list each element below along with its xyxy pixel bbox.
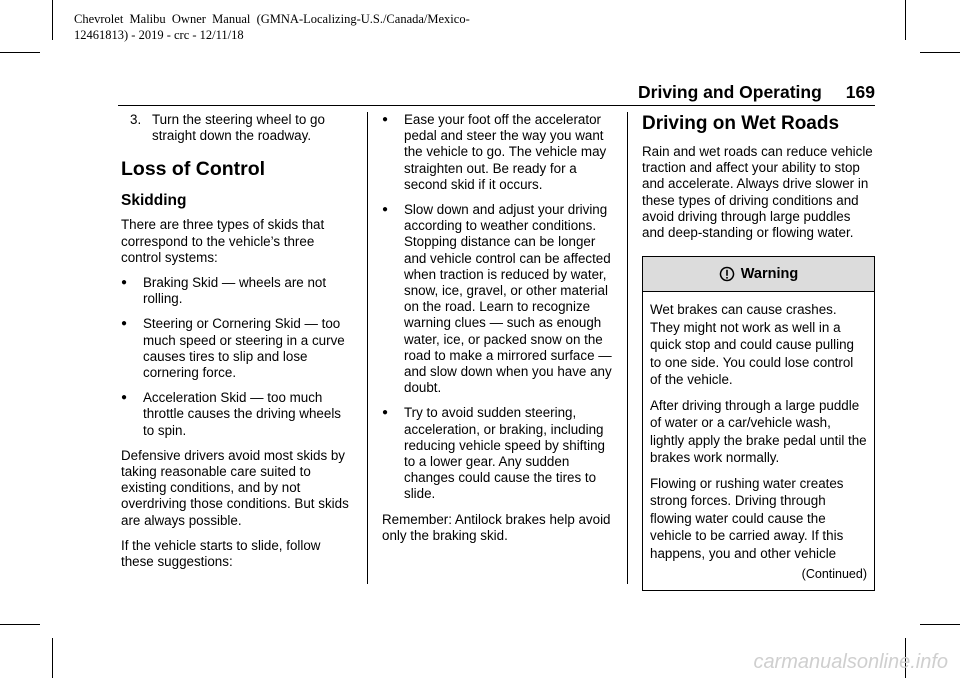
paragraph: Rain and wet roads can reduce vehicle traction and affect your ability to stop and accelerate. Always drive slower in these types of driving conditions and avoid driving through large puddles and deep-standing or flowing water.: [642, 144, 873, 241]
heading-driving-on-wet-roads: Driving on Wet Roads: [642, 113, 840, 134]
list-item: [121, 390, 353, 439]
crop-mark: [0, 624, 40, 625]
crop-mark: [52, 638, 53, 678]
warning-box: [642, 256, 875, 591]
step-number: 3.: [130, 112, 142, 127]
heading-skidding: Skidding: [121, 192, 187, 210]
list-item-text: Steering or Cornering Skid — too much speed or steering in a curve causes tires to slip and lose cornering force.: [143, 316, 345, 381]
bullet-icon: ●: [382, 114, 389, 125]
bullet-icon: ●: [121, 392, 128, 404]
warning-paragraph: Flowing or rushing water creates strong forces. Driving through flowing water could cause the vehicle to be carried away. If this happens, you and other vehicle: [650, 475, 844, 561]
column-divider: [367, 112, 368, 584]
bullet-icon: ●: [121, 318, 128, 330]
continued-label: (Continued): [801, 567, 867, 582]
section-title: Driving and Operating: [638, 82, 822, 102]
heading-loss-of-control: Loss of Control: [121, 158, 266, 181]
document-meta: [74, 11, 470, 43]
numbered-step: [130, 112, 353, 144]
list-item-text: Braking Skid — wheels are not rolling.: [143, 275, 327, 307]
list-item: [121, 316, 353, 381]
header-rule: [118, 105, 875, 106]
watermark: carmanualsonline.info: [753, 651, 948, 673]
warning-title: Warning: [740, 266, 799, 283]
crop-mark: [920, 52, 960, 53]
warning-paragraph: Wet brakes can cause crashes. They might not work as well in a quick stop and could cause pulling to one side. You could lose control of the vehicle.: [650, 302, 854, 388]
crop-mark: [920, 624, 960, 625]
list-item-text: Ease your foot off the accelerator pedal and steer the way you want the vehicle to go. The vehicle may straighten out. Be ready for a second skid if it occurs.: [404, 112, 607, 192]
bullet-icon: ●: [382, 407, 389, 419]
crop-mark: [0, 52, 40, 53]
column-divider: [627, 112, 628, 584]
list-item-text: Try to avoid sudden steering, acceleration, or braking, including reducing vehicle speed by shifting to a lower gear. Any sudden changes could cause the tires to slide.: [404, 405, 605, 502]
paragraph: There are three types of skids that correspond to the vehicle’s three control systems:: [121, 217, 325, 265]
list-item-text: Slow down and adjust your driving according to weather conditions. Stopping distance can be longer and vehicle control can be affected when traction is reduced by water, snow, ice, gravel, or other material on the road. Learn to recognize warning clues — such as enough water, ice, or packed snow on the road to make a mirrored surface — and slow down when you have any doubt.: [404, 202, 612, 396]
crop-mark: [905, 0, 906, 40]
step-text: Turn the steering wheel to go straight down the roadway.: [152, 112, 325, 144]
bullet-icon: ●: [382, 204, 389, 216]
paragraph: Defensive drivers avoid most skids by taking reasonable care suited to existing conditions, and by not overdriving those conditions. But skids are always possible.: [121, 447, 349, 528]
column-1: [121, 112, 353, 579]
meta-line-2: 12461813) - 2019 - crc - 12/11/18: [74, 28, 244, 42]
column-3: [642, 112, 875, 591]
warning-body: [643, 292, 874, 590]
column-2: [382, 112, 614, 553]
warning-paragraph: After driving through a large puddle of water or a car/vehicle wash, lightly apply the brake pedal until the brakes work normally.: [650, 397, 867, 466]
page-number: 169: [845, 82, 875, 102]
warning-icon: [719, 266, 735, 282]
list-item: [382, 112, 614, 193]
paragraph: Remember: Antilock brakes help avoid only the braking skid.: [382, 511, 611, 543]
crop-mark: [52, 0, 53, 40]
bullet-icon: ●: [121, 277, 128, 289]
warning-header: [643, 257, 874, 292]
list-item: [121, 275, 353, 307]
list-item-text: Acceleration Skid — too much throttle causes the driving wheels to spin.: [143, 390, 341, 438]
list-item: [382, 202, 614, 396]
list-item: [382, 405, 614, 502]
running-header: [600, 82, 875, 103]
meta-line-1: Chevrolet Malibu Owner Manual (GMNA-Localizing-U.S./Canada/Mexico-: [74, 12, 470, 26]
paragraph: If the vehicle starts to slide, follow these suggestions:: [121, 537, 321, 570]
